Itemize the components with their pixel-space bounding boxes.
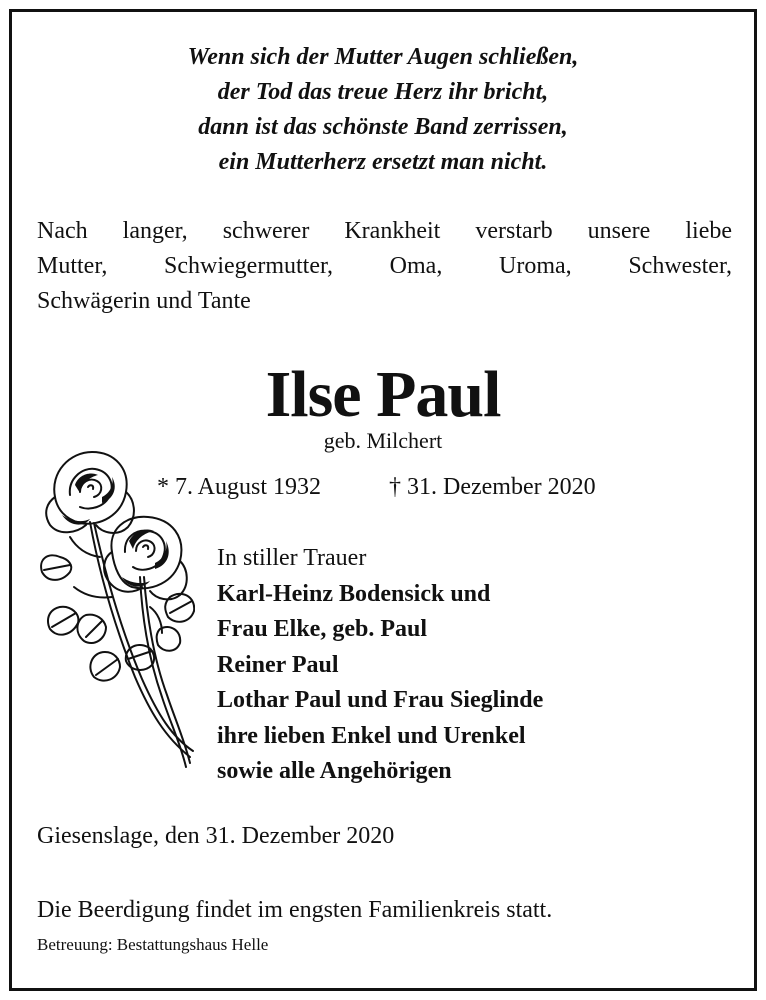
place-and-date: Giesenslage, den 31. Dezember 2020 (37, 823, 395, 849)
mourner-name: ihre lieben Enkel und Urenkel (217, 722, 526, 749)
memorial-poem (12, 40, 754, 180)
announcement-line: Nach langer, schwerer Krankheit verstarb unsere liebe (37, 218, 732, 244)
mourners-list (217, 541, 737, 790)
roses-illustration-icon (30, 437, 195, 777)
mourner-name: sowie alle Angehörigen (217, 758, 452, 784)
undertaker-note: Betreuung: Bestattungshaus Helle (37, 935, 269, 954)
mourner-name: Frau Elke, geb. Paul (217, 616, 428, 642)
funeral-note: Die Beerdigung findet im engsten Familienkreis statt. (37, 897, 553, 923)
obituary-notice (9, 9, 757, 991)
deceased-name: Ilse Paul (265, 358, 501, 431)
maiden-name: geb. Milchert (323, 428, 443, 453)
death-announcement (37, 214, 732, 319)
mourner-name: Lothar Paul und Frau Sieglinde (217, 687, 544, 713)
mourner-name: Karl-Heinz Bodensick und (217, 580, 491, 607)
poem-line: dann ist das schönste Band zerrissen, (198, 114, 568, 140)
life-dates (157, 470, 677, 504)
poem-line: ein Mutterherz ersetzt man nicht. (218, 149, 548, 175)
announcement-line: Schwägerin und Tante (37, 288, 251, 314)
poem-line: der Tod das treue Herz ihr bricht, (217, 79, 549, 105)
death-date: † 31. Dezember 2020 (389, 474, 596, 500)
mourning-heading: In stiller Trauer (217, 545, 367, 571)
poem-line: Wenn sich der Mutter Augen schließen, (187, 44, 579, 70)
announcement-line: Mutter, Schwiegermutter, Oma, Uroma, Schwester, (37, 253, 732, 279)
birth-date: * 7. August 1932 (157, 474, 322, 500)
mourner-name: Reiner Paul (217, 651, 339, 678)
